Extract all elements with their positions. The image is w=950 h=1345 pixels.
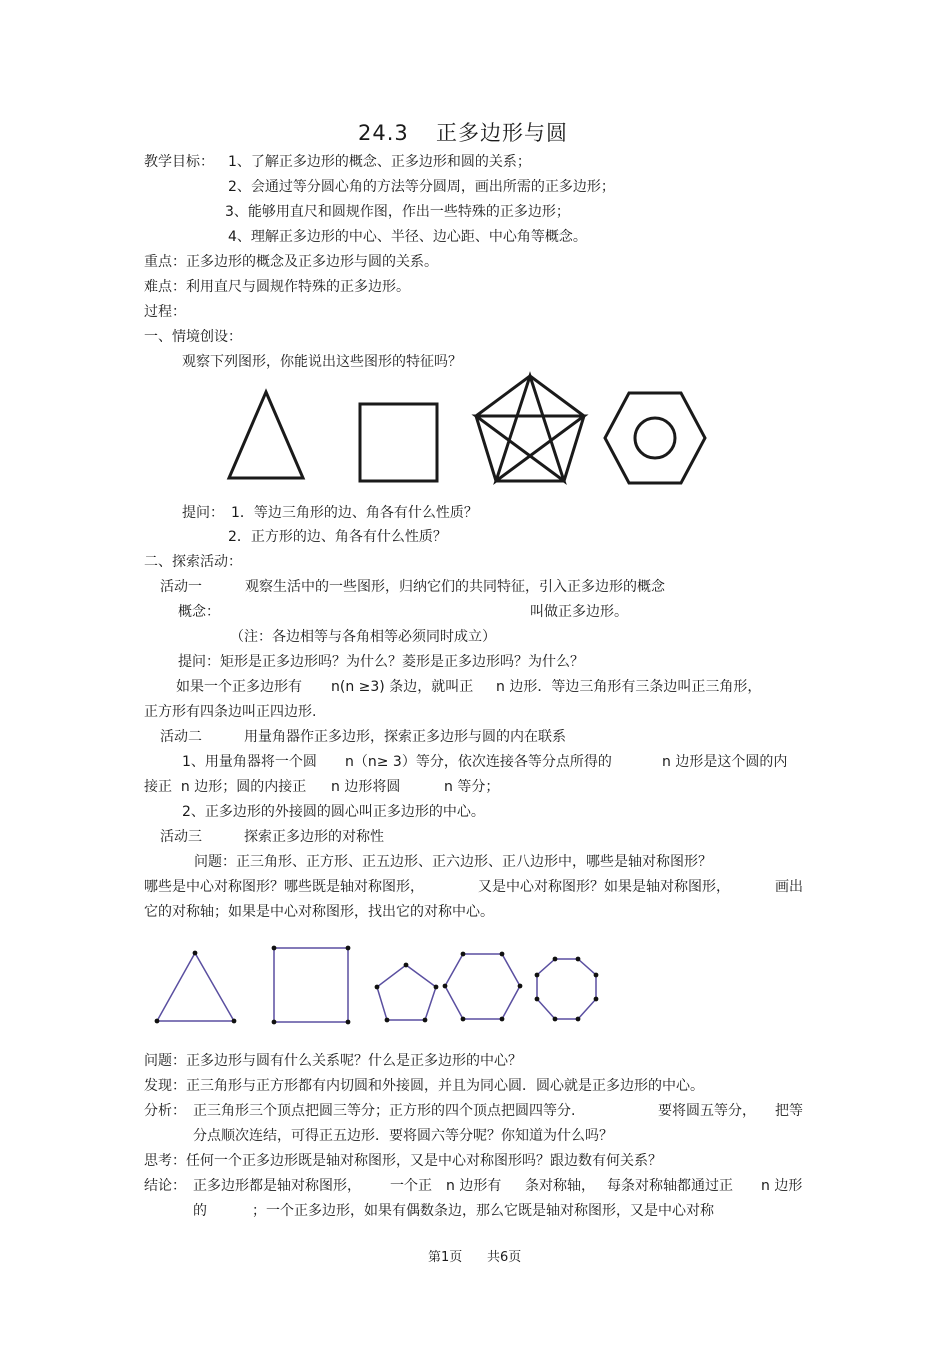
problem-text: 问题：正多边形与圆有什么关系呢？什么是正多边形的中心？ bbox=[144, 1053, 522, 1069]
figure-regular-hexagon bbox=[442, 951, 524, 1023]
figure-regular-octagon bbox=[532, 956, 602, 1026]
definition-line2: 正方形有四条边叫正四边形. bbox=[144, 704, 317, 720]
process-label: 过程： bbox=[144, 304, 186, 320]
concept-tail: 叫做正多边形。 bbox=[530, 604, 628, 620]
conclusion-f: n 边形 bbox=[761, 1178, 803, 1194]
goals-label: 教学目标： bbox=[144, 154, 214, 170]
activity3-text: 探索正多边形的对称性 bbox=[244, 829, 384, 845]
activity3-question-a: 问题：正三角形、正方形、正五边形、正六边形、正八边形中，哪些是轴对称图形？ bbox=[194, 854, 712, 870]
goal-item-1: 1、了解正多边形的概念、正多边形和圆的关系； bbox=[228, 154, 531, 170]
concept-label: 概念： bbox=[178, 604, 220, 620]
section1-heading: 一、情境创设： bbox=[144, 329, 242, 345]
activity2-item1-a: 1、用量角器将一个圆 bbox=[182, 754, 317, 770]
definition-b: n(n ≥3) 条边，就叫正 bbox=[331, 679, 474, 695]
conclusion-h: ；一个正多边形，如果有偶数条边，那么它既是轴对称图形，又是中心对称 bbox=[252, 1203, 714, 1219]
page-title: 正多边形与圆 bbox=[436, 121, 568, 145]
analysis-a: 正三角形三个顶点把圆三等分；正方形的四个顶点把圆四等分. bbox=[193, 1103, 576, 1119]
analysis-label: 分析： bbox=[144, 1103, 186, 1119]
conclusion-e: 每条对称轴都通过正 bbox=[607, 1178, 733, 1194]
activity2-text: 用量角器作正多边形，探索正多边形与圆的内在联系 bbox=[244, 729, 566, 745]
figure-pentagram bbox=[472, 373, 588, 485]
analysis-b: 要将圆五等分， bbox=[658, 1103, 756, 1119]
activity2-item2: 2、正多边形的外接圆的圆心叫正多边形的中心。 bbox=[182, 804, 485, 820]
figure-hexagon-with-circle bbox=[602, 390, 708, 486]
concept-note: （注：各边相等与各角相等必须同时成立） bbox=[230, 629, 496, 645]
goal-item-3: 3、能够用直尺和圆规作图，作出一些特殊的正多边形； bbox=[225, 204, 570, 220]
title-number: 24.3 bbox=[358, 121, 409, 145]
activity1-text: 观察生活中的一些图形，归纳它们的共同特征，引入正多边形的概念 bbox=[245, 579, 665, 595]
conclusion-label: 结论： bbox=[144, 1178, 186, 1194]
key-point: 重点：正多边形的概念及正多边形与圆的关系。 bbox=[144, 254, 438, 270]
section2-heading: 二、探索活动： bbox=[144, 554, 242, 570]
conclusion-c: n 边形有 bbox=[446, 1178, 502, 1194]
footer-page: 第1页 bbox=[428, 1250, 463, 1265]
rectangle-question: 提问：矩形是正多边形吗？为什么？菱形是正多边形吗？为什么？ bbox=[178, 654, 584, 670]
activity2-label: 活动二 bbox=[160, 729, 202, 745]
question-label: 提问： bbox=[182, 505, 224, 521]
difficulty: 难点：利用直尺与圆规作特殊的正多边形。 bbox=[144, 279, 410, 295]
activity3-label: 活动三 bbox=[160, 829, 202, 845]
activity2-item1-cont-a: 接正 n 边形；圆的内接正 bbox=[144, 779, 307, 795]
figure-regular-pentagon bbox=[374, 962, 440, 1022]
conclusion-a: 正多边形都是轴对称图形， bbox=[193, 1178, 361, 1194]
conclusion-b: 一个正 bbox=[390, 1178, 432, 1194]
section1-observe: 观察下列图形，你能说出这些图形的特征吗？ bbox=[182, 354, 462, 370]
definition-a: 如果一个正多边形有 bbox=[176, 679, 302, 695]
goal-item-2: 2、会通过等分圆心角的方法等分圆周，画出所需的正多边形； bbox=[228, 179, 615, 195]
figure-triangle bbox=[226, 389, 306, 481]
conclusion-g: 的 bbox=[193, 1203, 207, 1219]
question-1: 1．等边三角形的边、角各有什么性质？ bbox=[231, 505, 478, 521]
definition-c: n 边形．等边三角形有三条边叫正三角形， bbox=[496, 679, 762, 695]
analysis-c: 把等 bbox=[775, 1103, 803, 1119]
activity3-question-b1: 哪些是中心对称图形？哪些既是轴对称图形， bbox=[144, 879, 424, 895]
figure-regular-square bbox=[270, 944, 352, 1026]
activity2-item1-c: n 边形是这个圆的内 bbox=[662, 754, 788, 770]
activity3-question-c: 它的对称轴；如果是中心对称图形，找出它的对称中心。 bbox=[144, 904, 494, 920]
question-2: 2．正方形的边、角各有什么性质？ bbox=[228, 529, 447, 545]
footer-total: 共6页 bbox=[487, 1250, 522, 1265]
figure-regular-triangle bbox=[154, 950, 240, 1030]
activity1-label: 活动一 bbox=[160, 579, 202, 595]
activity2-item1-b: n（n≥ 3）等分，依次连接各等分点所得的 bbox=[345, 754, 612, 770]
analysis-d: 分点顺次连结，可得正五边形．要将圆六等分呢？你知道为什么吗？ bbox=[193, 1128, 613, 1144]
finding-text: 发现：正三角形与正方形都有内切圆和外接圆，并且为同心圆．圆心就是正多边形的中心。 bbox=[144, 1078, 704, 1094]
activity2-item1-cont-b: n 边形将圆 bbox=[331, 779, 401, 795]
activity2-item1-cont-c: n 等分； bbox=[444, 779, 500, 795]
activity3-question-b2: 又是中心对称图形？如果是轴对称图形， bbox=[478, 879, 730, 895]
figure-square bbox=[358, 402, 440, 484]
conclusion-d: 条对称轴， bbox=[525, 1178, 595, 1194]
think-text: 思考：任何一个正多边形既是轴对称图形，又是中心对称图形吗？跟边数有何关系？ bbox=[144, 1153, 662, 1169]
activity3-question-b3: 画出 bbox=[775, 879, 803, 895]
goal-item-4: 4、理解正多边形的中心、半径、边心距、中心角等概念。 bbox=[228, 229, 587, 245]
